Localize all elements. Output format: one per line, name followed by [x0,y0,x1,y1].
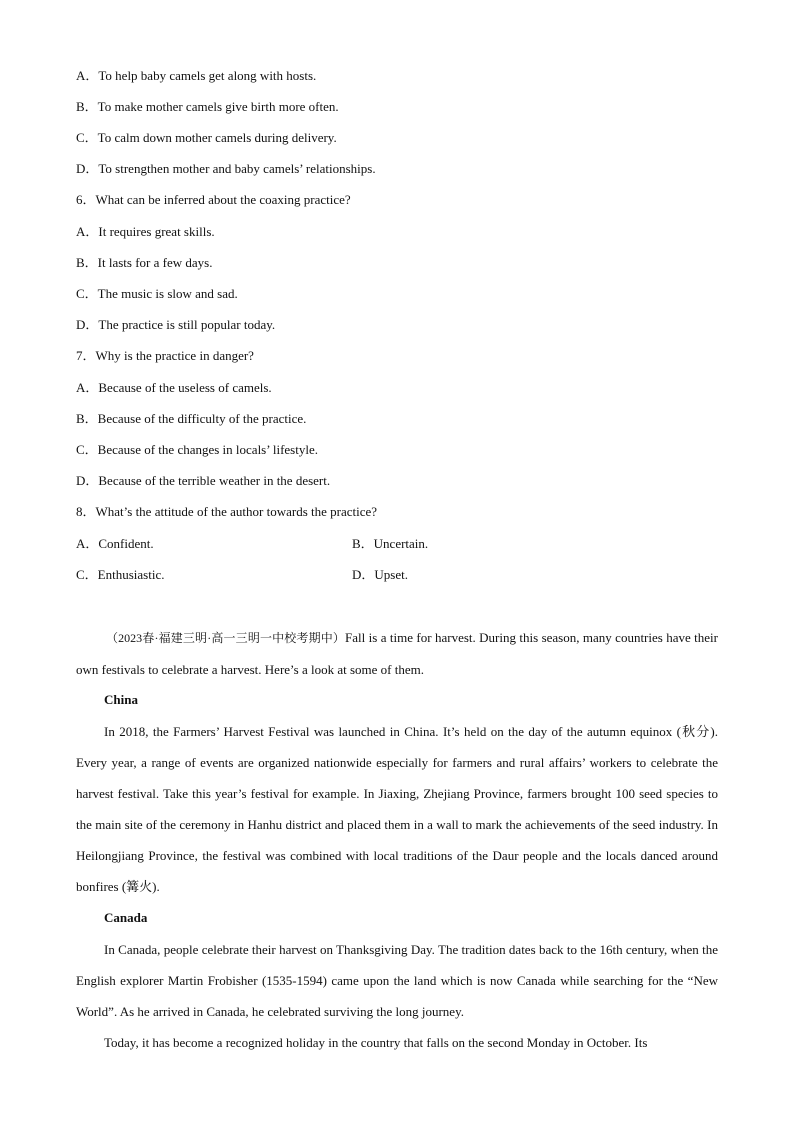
q6-option-a: A．It requires great skills. [76,224,215,239]
q8-option-a: A．Confident. [76,536,154,551]
q7-option-a: A．Because of the useless of camels. [76,380,272,395]
heading-canada: Canada [104,910,148,925]
q6-option-c: C．The music is slow and sad. [76,286,238,301]
q8-option-b: B．Uncertain. [352,536,429,551]
heading-china: China [104,692,138,707]
passage-intro [76,622,718,685]
passage-intro-text: Fall is a time for harvest. During this season, many countries have their own festivals to celebrate a harvest. Here’s a look at some of them. [76,630,718,678]
q6-option-d: D．The practice is still popular today. [76,317,276,332]
q6-option-b: B．It lasts for a few days. [76,255,213,270]
q8-stem: 8．What’s the attitude of the author towards the practice? [76,504,378,519]
q5-option-a: A．To help baby camels get along with hosts. [76,68,317,83]
q5-option-c: C．To calm down mother camels during delivery. [76,130,337,145]
q7-option-b: B．Because of the difficulty of the practice. [76,411,307,426]
paragraph-canada: In Canada, people celebrate their harvest on Thanksgiving Day. The tradition dates back to the 16th century, when the English explorer Martin Frobisher (1535-1594) came upon the land which is now Canada while searching for the “New World”. As he arrived in Canada, he celebrated surviving the long journey. [76,942,718,1020]
paragraph-canada-today: Today, it has become a recognized holiday in the country that falls on the second Monday in October. Its [104,1035,648,1050]
q7-stem: 7．Why is the practice in danger? [76,348,254,363]
paragraph-china: In 2018, the Farmers’ Harvest Festival was launched in China. It’s held on the day of the autumn equinox (秋分). Every year, a range of events are organized nationwide especially for farmers and rural affairs’ workers to celebrate the harvest festival. Take this year’s festival for example. In Jiaxing, Zhejiang Province, farmers brought 100 seed species to the main site of the ceremony in Hanhu district and placed them in a wall to mark the achievements of the seed industry. In Heilongjiang Province, the festival was combined with local traditions of the Daur people and the locals danced around bonfires (篝火). [76,724,718,895]
passage-source: （2023春·福建三明·高一三明一中校考期中） [106,631,346,645]
q8-option-c: C．Enthusiastic. [76,567,165,582]
q8-option-d: D．Upset. [352,567,408,582]
q5-option-b: B．To make mother camels give birth more often. [76,99,339,114]
q7-option-c: C．Because of the changes in locals’ lifestyle. [76,442,318,457]
q7-option-d: D．Because of the terrible weather in the desert. [76,473,331,488]
q6-stem: 6．What can be inferred about the coaxing practice? [76,192,351,207]
q5-option-d: D．To strengthen mother and baby camels’ relationships. [76,161,376,176]
